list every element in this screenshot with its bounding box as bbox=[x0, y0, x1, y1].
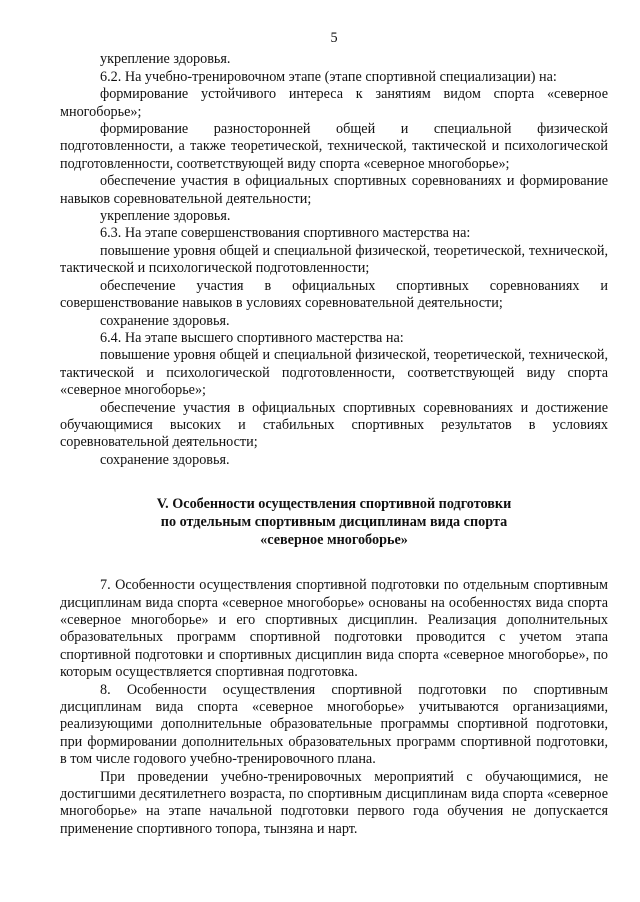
bottom-text-block bbox=[60, 577, 608, 838]
paragraph: обеспечение участия в официальных спортивных соревнованиях и достижение обучающимися высоких и стабильных спортивных результатов в условиях соревновательной деятельности; bbox=[60, 399, 608, 451]
top-text-block bbox=[60, 51, 608, 469]
document-page bbox=[60, 30, 608, 838]
paragraph: 6.3. На этапе совершенствования спортивного мастерства на: bbox=[100, 225, 471, 242]
paragraph: сохранение здоровья. bbox=[100, 451, 230, 468]
paragraph: 6.2. На учебно-тренировочном этапе (этапе спортивной специализации) на: bbox=[100, 68, 557, 85]
paragraph: сохранение здоровья. bbox=[100, 312, 230, 329]
paragraph: формирование разносторонней общей и специальной физической подготовленности, а также теоретической, технической, тактической и психологической подготовленности, соответствующей виду спорта «северное многоборье»; bbox=[60, 121, 608, 172]
paragraph: 7. Особенности осуществления спортивной подготовки по отдельным спортивным дисциплинам вида спорта «северное многоборье» основаны на особенностях вида спорта «северное многоборье» и его спортивных дисциплин. Реализация дополнительных образовательных программ спортивной подготовки проводится с учетом этапа спортивной подготовки и спортивных дисциплин вида спорта «северное многоборье», по которым осуществляется спортивная подготовка. bbox=[60, 577, 608, 681]
paragraph: При проведении учебно-тренировочных мероприятий с обучающимися, не достигшими десятилетнего возраста, по спортивным дисциплинам вида спорта «северное многоборье» на этапе начальной подготовки первого года обучения не допускается применение спортивного топора, тынзяна и нарт. bbox=[60, 768, 608, 837]
paragraph: укрепление здоровья. bbox=[100, 208, 231, 225]
paragraph: повышение уровня общей и специальной физической, теоретической, технической, тактической и психологической подготовленности; bbox=[60, 242, 608, 277]
paragraph: обеспечение участия в официальных спортивных соревнованиях и совершенствование навыков в условиях соревновательной деятельности; bbox=[60, 277, 608, 312]
paragraph: повышение уровня общей и специальной физической, теоретической, технической, тактической и психологической подготовленности, соответствующей виду спорта «северное многоборье»; bbox=[60, 347, 608, 399]
paragraph: формирование устойчивого интереса к занятиям видом спорта «северное многоборье»; bbox=[60, 86, 608, 120]
page-number: 5 bbox=[330, 30, 338, 46]
section-heading-line: по отдельным спортивным дисциплинам вида спорта bbox=[160, 514, 508, 531]
section-heading-line: «северное многоборье» bbox=[260, 532, 408, 549]
paragraph: 6.4. На этапе высшего спортивного мастерства на: bbox=[100, 329, 404, 346]
paragraph: укрепление здоровья. bbox=[100, 51, 231, 68]
section-heading-line: V. Особенности осуществления спортивной подготовки bbox=[156, 496, 512, 513]
paragraph: обеспечение участия в официальных спортивных соревнованиях и формирование навыков соревновательной деятельности; bbox=[60, 173, 608, 207]
paragraph: 8. Особенности осуществления спортивной подготовки по спортивным дисциплинам вида спорта «северное многоборье» учитываются организациями, реализующими дополнительные образовательные программы спортивной подготовки, при формировании дополнительных образовательных программ спортивной подготовки, в том числе годового учебно-тренировочного плана. bbox=[60, 681, 608, 768]
section-heading bbox=[60, 495, 608, 549]
